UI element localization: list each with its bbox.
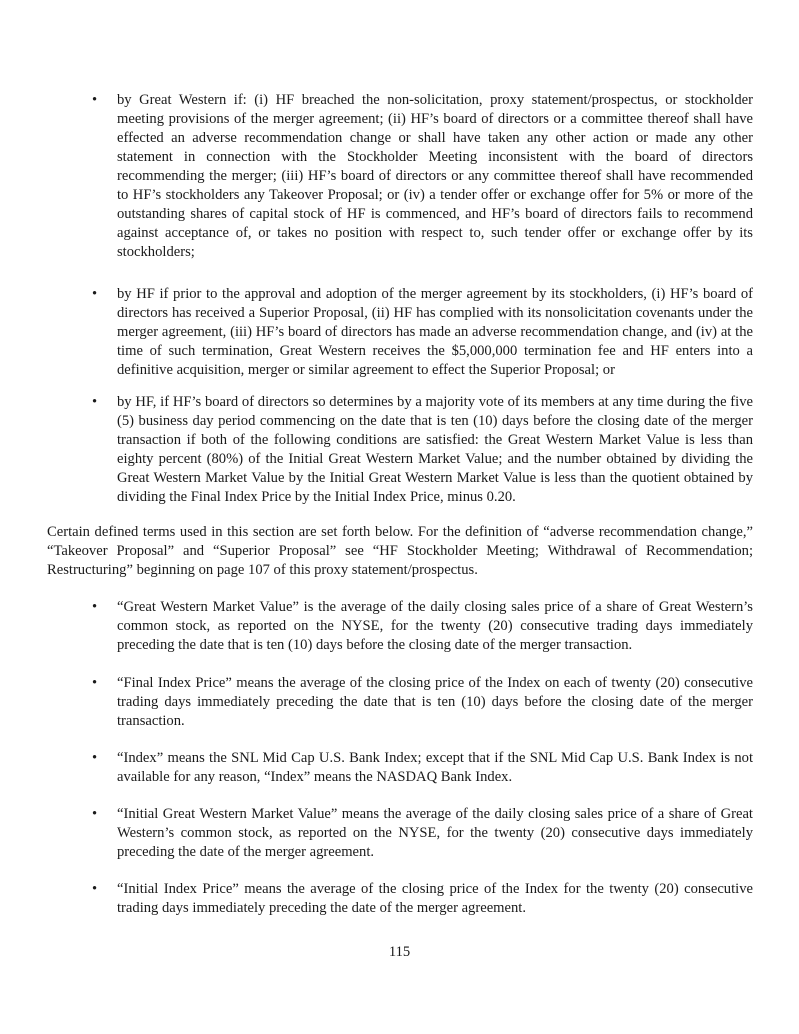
definition-bullet-text: “Initial Index Price” means the average of the closing price of the Index for the twenty (20) consecutive trading days immediately preceding the date of the merger agreement. xyxy=(117,881,753,916)
termination-bullet-text: by HF, if HF’s board of directors so determines by a majority vote of its members at any time during the five (5) business day period commencing on the date that is ten (10) days before the closing date of the merger transaction if both of the following conditions are satisfied: the Great Western Market Value is less than eighty percent (80%) of the Initial Great Western Market Value; and the number obtained by dividing the Great Western Market Value by the Initial Great Western Market Value is less than the quotient obtained by dividing the Final Index Price by the Initial Index Price, minus 0.20. xyxy=(117,394,753,505)
bullet-marker: • xyxy=(92,806,98,822)
definition-bullet-text: “Initial Great Western Market Value” means the average of the daily closing sales price of a share of Great Western’s common stock, as reported on the NYSE, for the twenty (20) consecutive days immediately preceding the date of the merger agreement. xyxy=(117,806,753,860)
definition-bullet-text: “Final Index Price” means the average of the closing price of the Index on each of twenty (20) consecutive trading days immediately preceding the date that is ten (10) days before the closing date of the merger transaction. xyxy=(117,675,753,729)
termination-bullet-text: by Great Western if: (i) HF breached the non-solicitation, proxy statement/prospectus, or stockholder meeting provisions of the merger agreement; (ii) HF’s board of directors or a committee thereof shall have effected an adverse recommendation change or shall have taken any other action or made any other statement in connection with the Stockholder Meeting inconsistent with the board of directors recommending the merger; (iii) HF’s board of directors or any committee thereof shall have recommended to HF’s stockholders any Takeover Proposal; or (iv) a tender offer or exchange offer for 5% or more of the outstanding shares of capital stock of HF is commenced, and HF’s board of directors fails to recommend against acceptance of, or takes no position with respect to, such tender offer or exchange offer by its stockholders; xyxy=(117,92,753,260)
definition-bullet-text: “Index” means the SNL Mid Cap U.S. Bank Index; except that if the SNL Mid Cap U.S. Bank Index is not available for any reason, “Index” means the NASDAQ Bank Index. xyxy=(117,750,753,785)
definition-bullet-index xyxy=(92,749,753,787)
definition-bullet-great-western-market-value xyxy=(92,598,753,655)
definition-bullet-final-index-price xyxy=(92,674,753,731)
bullet-marker: • xyxy=(92,286,98,302)
bullet-marker: • xyxy=(92,881,98,897)
termination-bullet-hf-superior-proposal xyxy=(92,285,753,380)
definition-bullet-initial-index-price xyxy=(92,880,753,918)
bullet-marker: • xyxy=(92,394,98,410)
definition-bullet-text: “Great Western Market Value” is the average of the daily closing sales price of a share of Great Western’s common stock, as reported on the NYSE, for the twenty (20) consecutive trading days immediately preceding the date that is ten (10) days before the closing date of the merger transaction. xyxy=(117,599,753,653)
bullet-marker: • xyxy=(92,750,98,766)
page-number: 115 xyxy=(388,944,411,960)
bullet-marker: • xyxy=(92,92,98,108)
termination-bullet-hf-market-value xyxy=(92,393,753,507)
termination-bullet-text: by HF if prior to the approval and adoption of the merger agreement by its stockholders, (i) HF’s board of directors has received a Superior Proposal, (ii) HF has complied with its nonsolicitation covenants under the merger agreement, (iii) HF’s board of directors has made an adverse recommendation change, and (iv) at the time of such termination, Great Western receives the $5,000,000 termination fee and HF enters into a definitive acquisition, merger or similar agreement to effect the Superior Proposal; or xyxy=(117,286,753,378)
definitions-intro-text: Certain defined terms used in this section are set forth below. For the definition of “adverse recommendation change,” “Takeover Proposal” and “Superior Proposal” see “HF Stockholder Meeting; Withdrawal of Recommendation; Restructuring” beginning on page 107 of this proxy statement/prospectus. xyxy=(47,524,753,578)
termination-bullet-great-western xyxy=(92,91,753,262)
definition-bullet-initial-great-western-market-value xyxy=(92,805,753,862)
bullet-marker: • xyxy=(92,599,98,615)
definitions-intro-paragraph xyxy=(47,523,753,580)
bullet-marker: • xyxy=(92,675,98,691)
